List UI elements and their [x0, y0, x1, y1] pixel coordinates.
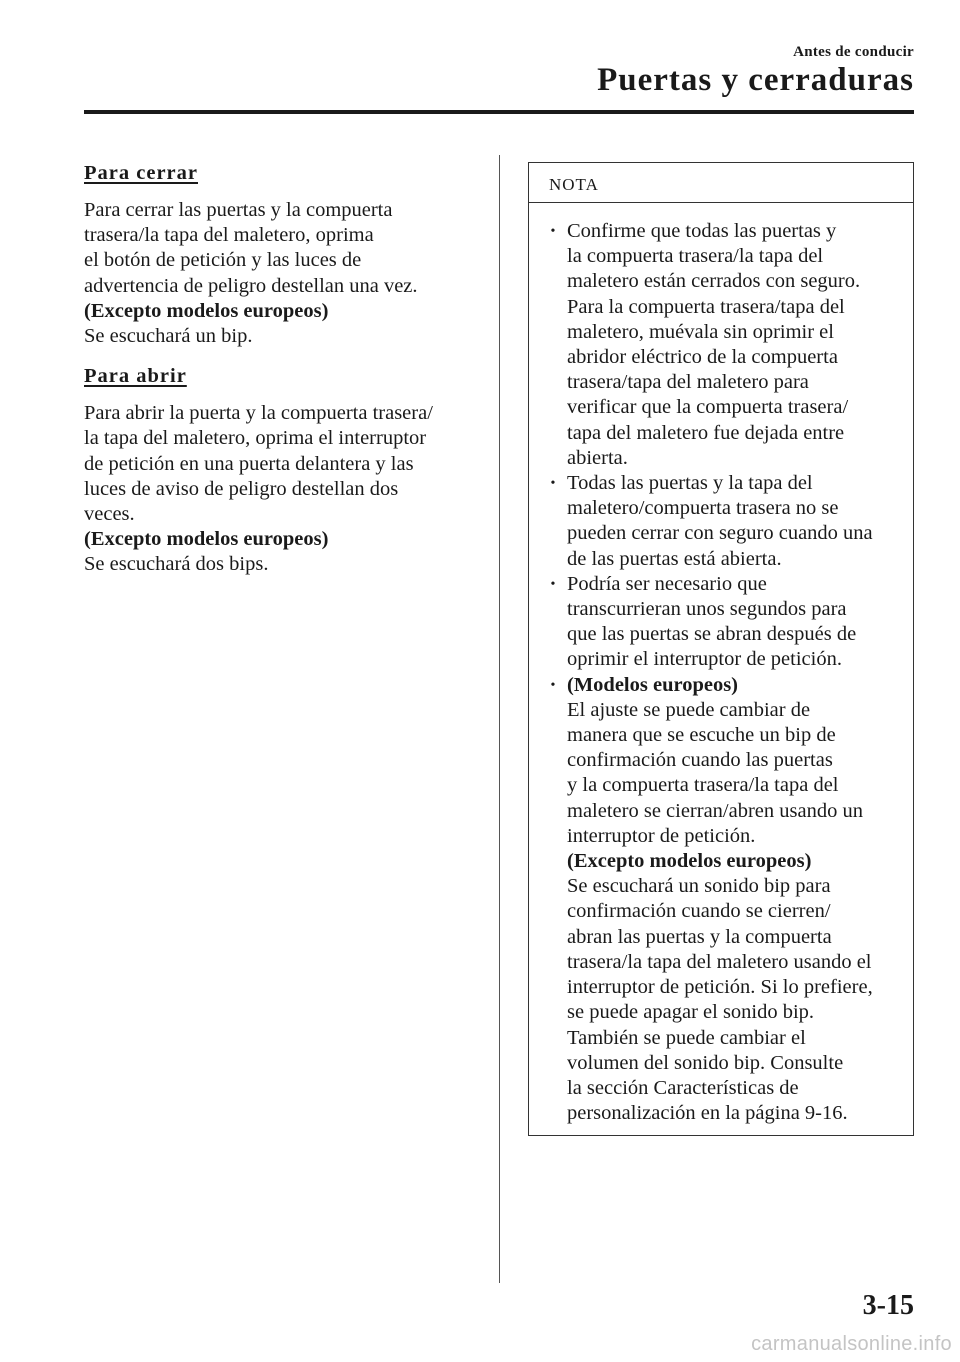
note-line: El ajuste se puede cambiar de	[567, 698, 811, 721]
note-line: verificar que la compuerta trasera/	[567, 396, 849, 419]
note-item	[541, 572, 903, 673]
note-line: se puede apagar el sonido bip.	[567, 1001, 815, 1024]
note-line: trasera/tapa del maletero para	[567, 371, 809, 394]
note-line: Confirme que todas las puertas y	[567, 220, 837, 242]
note-line: interruptor de petición. Si lo prefiere,	[567, 976, 873, 999]
note-item	[541, 673, 903, 1127]
note-line: abran las puertas y la compuerta	[567, 925, 832, 948]
note-line: maletero/compuerta trasera no se	[567, 497, 839, 520]
open-line: Para abrir la puerta y la compuerta trasera/	[84, 402, 433, 425]
bullet-icon: •	[550, 224, 556, 239]
note-line: oprimir el interruptor de petición.	[567, 648, 842, 671]
note-line: la compuerta trasera/la tapa del	[567, 245, 824, 268]
note-line: maletero se cierran/abren usando un	[567, 799, 863, 822]
page-title: Puertas y cerraduras	[597, 62, 914, 98]
column-divider	[499, 155, 500, 1283]
note-line: Para la compuerta trasera/tapa del	[567, 295, 845, 318]
note-line: interruptor de petición.	[567, 824, 756, 847]
open-line: veces.	[84, 503, 135, 526]
note-item	[541, 471, 903, 572]
open-line: de petición en una puerta delantera y las	[84, 452, 414, 475]
note-line: personalización en la página 9-16.	[567, 1102, 848, 1125]
close-line: Para cerrar las puertas y la compuerta	[84, 199, 393, 221]
left-column	[84, 158, 484, 578]
note-title: NOTA	[529, 163, 913, 203]
close-heading: Para cerrar	[84, 162, 198, 184]
note-line: tapa del maletero fue dejada entre	[567, 421, 845, 444]
watermark: carmanualsonline.info	[751, 1333, 952, 1355]
close-line: el botón de petición y las luces de	[84, 249, 362, 272]
note-line: de las puertas está abierta.	[567, 547, 782, 570]
note-line: manera que se escuche un bip de	[567, 724, 836, 747]
note-line: pueden cerrar con seguro cuando una	[567, 522, 873, 545]
note-item	[541, 219, 903, 471]
note-line: transcurrieran unos segundos para	[567, 598, 847, 621]
note-line: que las puertas se abran después de	[567, 623, 857, 646]
open-heading: Para abrir	[84, 365, 187, 388]
close-line: advertencia de peligro destellan una vez.	[84, 274, 418, 297]
close-except-label: (Excepto modelos europeos)	[84, 299, 329, 322]
note-line: la sección Características de	[567, 1076, 799, 1099]
note-line: Podría ser necesario que	[567, 572, 767, 595]
note-line: abierta.	[567, 446, 628, 469]
note-line: trasera/la tapa del maletero usando el	[567, 950, 872, 973]
section-label: Antes de conducir	[793, 44, 914, 60]
note-line: maletero están cerrados con seguro.	[567, 270, 861, 293]
note-line: maletero, muévala sin oprimir el	[567, 320, 834, 343]
note-box	[528, 162, 914, 1136]
note-heading: (Modelos europeos)	[567, 673, 739, 696]
note-line: Todas las puertas y la tapa del	[567, 472, 813, 495]
note-line: volumen del sonido bip. Consulte	[567, 1051, 844, 1074]
close-beep-text: Se escuchará un bip.	[84, 325, 253, 348]
bullet-icon: •	[550, 677, 556, 693]
close-line: trasera/la tapa del maletero, oprima	[84, 224, 374, 247]
note-line: confirmación cuando las puertas	[567, 749, 833, 772]
note-line: confirmación cuando se cierren/	[567, 900, 831, 923]
open-line: la tapa del maletero, oprima el interruptor	[84, 427, 427, 450]
note-line: y la compuerta trasera/la tapa del	[567, 774, 839, 797]
header-rule	[84, 110, 914, 114]
bullet-icon: •	[550, 576, 556, 592]
bullet-icon: •	[550, 476, 556, 492]
note-heading: (Excepto modelos europeos)	[567, 850, 812, 873]
open-except-label: (Excepto modelos europeos)	[84, 528, 329, 551]
open-line: luces de aviso de peligro destellan dos	[84, 477, 399, 500]
page-number: 3-15	[862, 1290, 914, 1321]
note-line: Se escuchará un sonido bip para	[567, 875, 831, 898]
note-list	[529, 203, 913, 1126]
open-beep-text: Se escuchará dos bips.	[84, 553, 269, 576]
note-line: abridor eléctrico de la compuerta	[567, 346, 838, 369]
note-line: También se puede cambiar el	[567, 1026, 806, 1049]
